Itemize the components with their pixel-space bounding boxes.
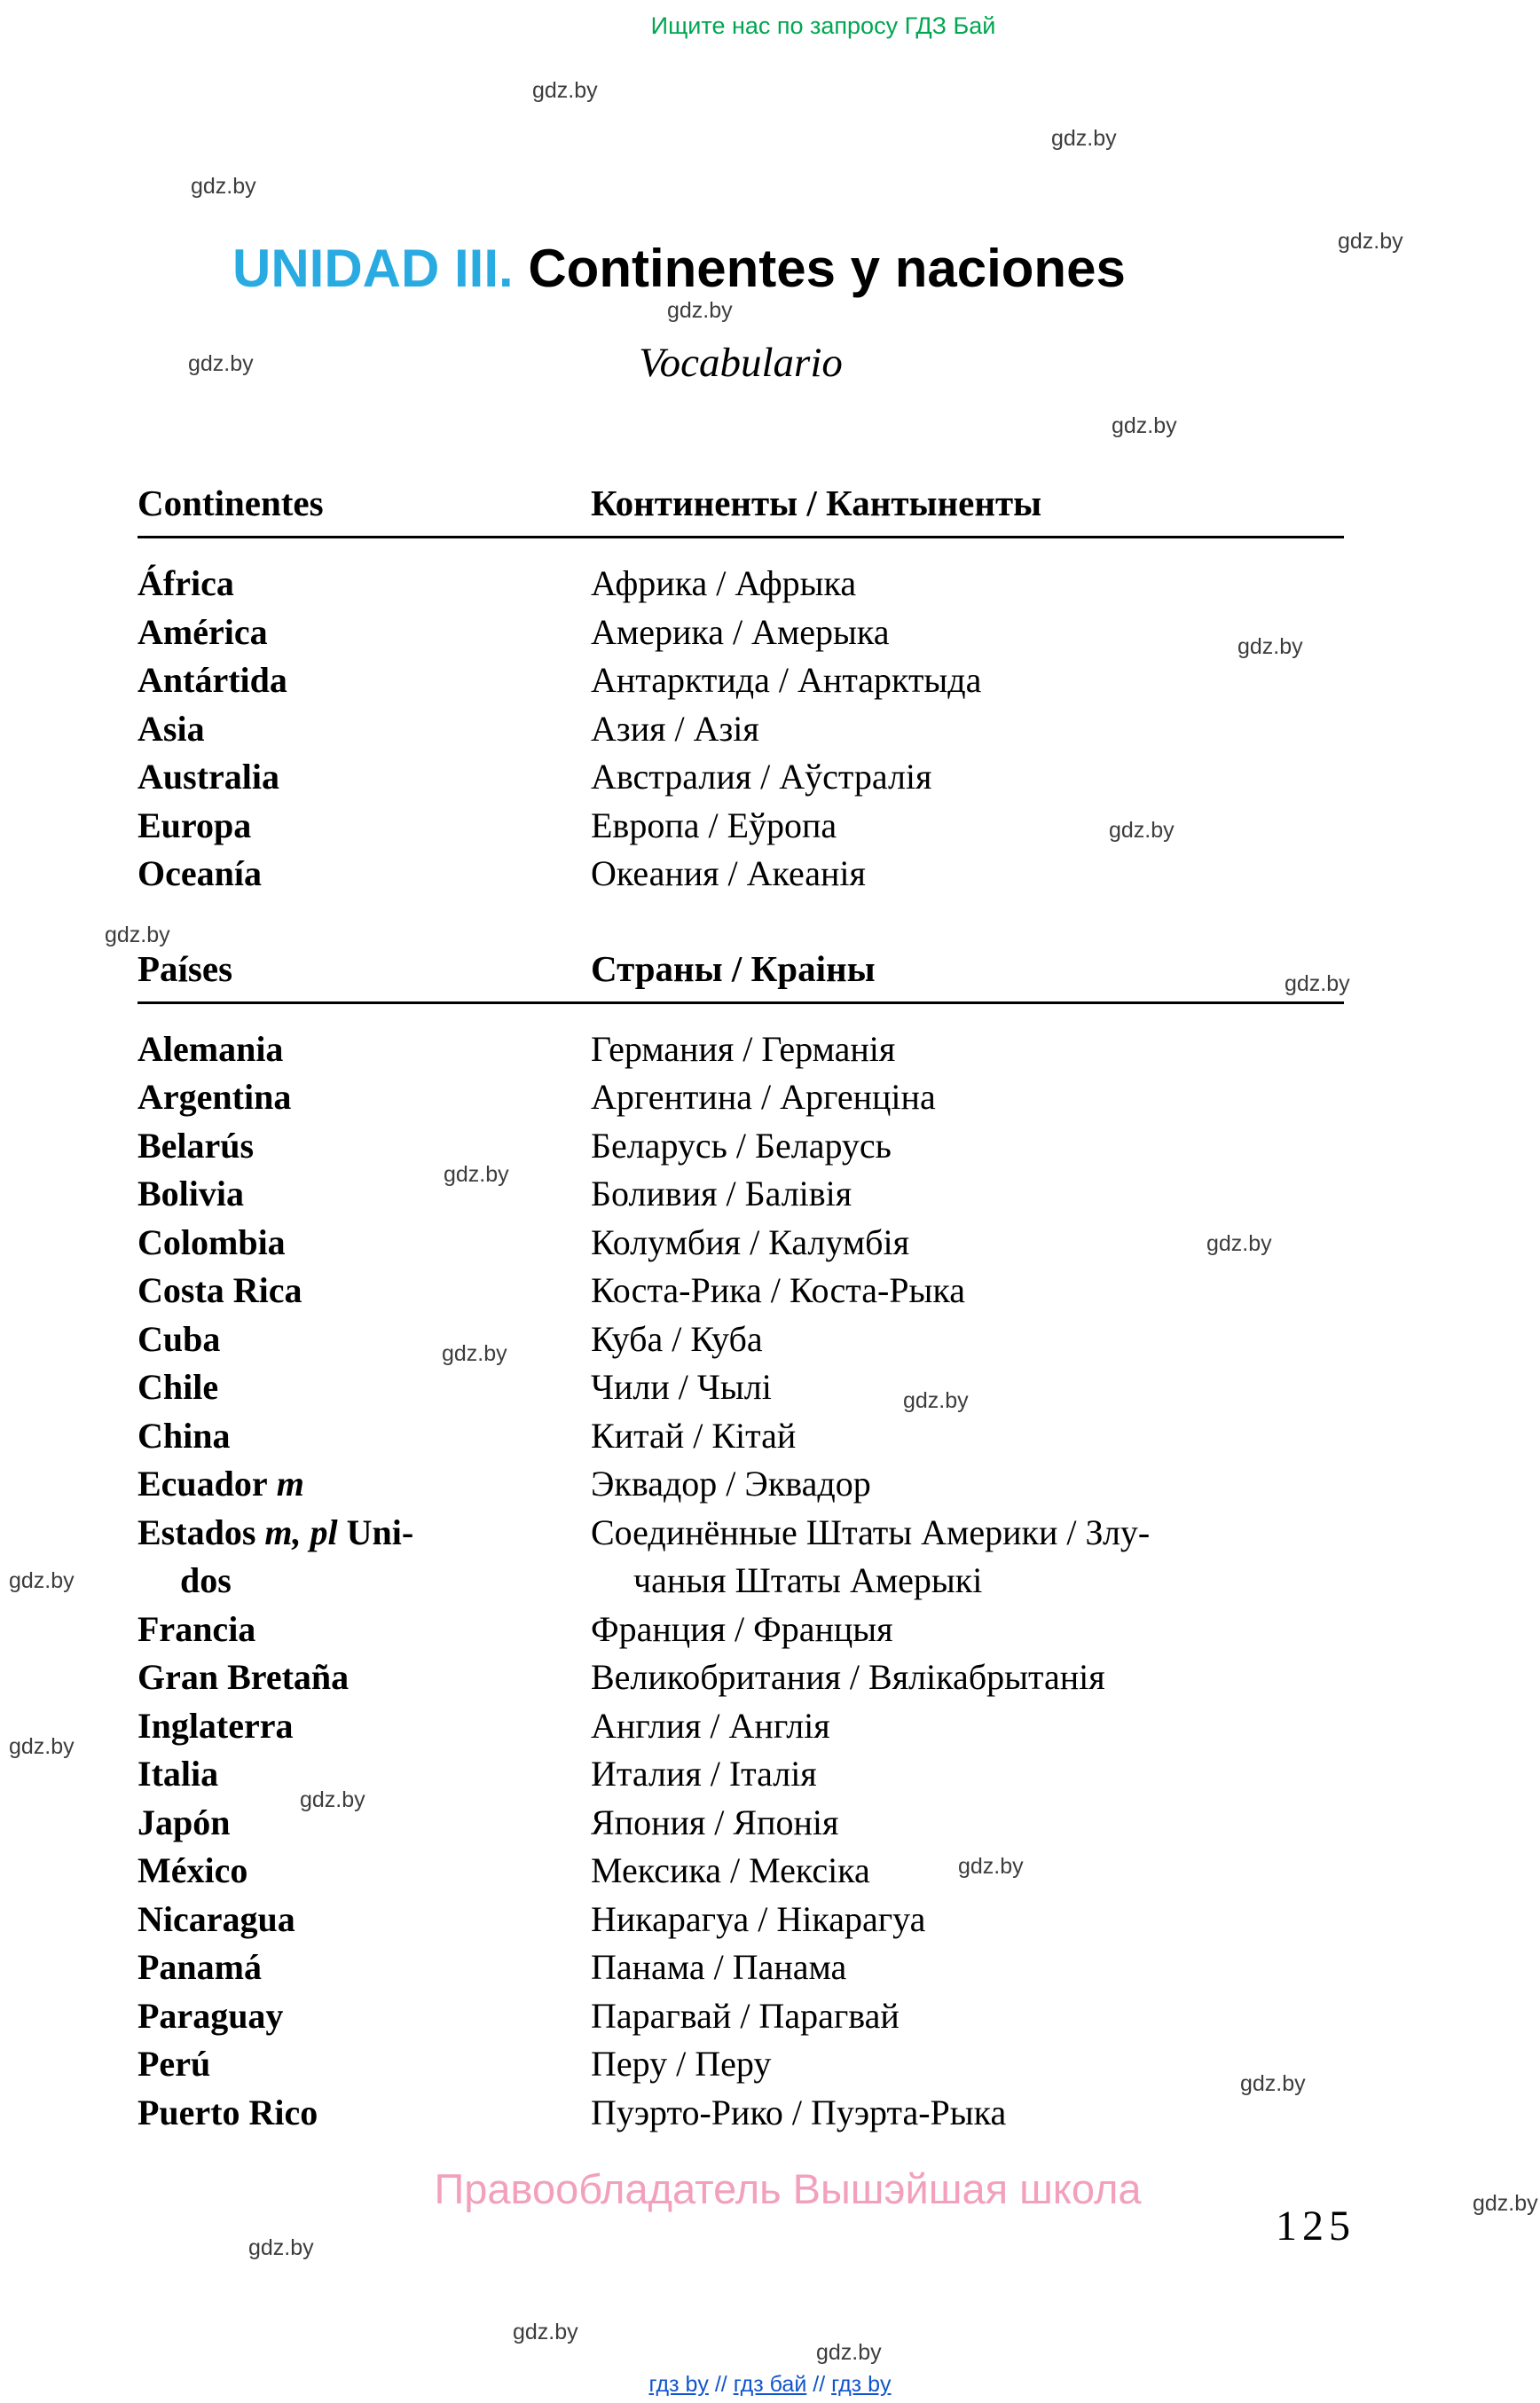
link-separator: // — [806, 2372, 832, 2397]
gdzby-watermark: gdz.by — [300, 1787, 365, 1812]
gdz-link[interactable]: гдз бай — [733, 2372, 807, 2397]
term-translation: Америка / Амерыка — [591, 611, 890, 652]
term-translation: Парагвай / Парагвай — [591, 1995, 900, 2036]
vocab-row — [138, 1073, 1344, 1122]
term-translation: Великобритания / Вялікабрытанія — [591, 1657, 1105, 1697]
header-rule — [138, 1001, 1344, 1004]
term-spanish: Gran Bretaña — [138, 1657, 350, 1697]
gdzby-watermark: gdz.by — [1285, 971, 1350, 996]
vocab-row — [138, 1992, 1344, 2041]
vocab-row — [138, 1702, 1344, 1751]
term-translation: Колумбия / Калумбія — [591, 1221, 910, 1262]
gdz-link[interactable]: гдз by — [831, 2372, 892, 2397]
gdzby-watermark: gdz.by — [188, 351, 254, 376]
gdz-link[interactable]: гдз by — [648, 2372, 709, 2397]
term-translation: Куба / Куба — [591, 1318, 763, 1359]
term-spanish: Inglaterra — [138, 1705, 294, 1746]
subtitle: Vocabulario — [639, 340, 843, 386]
term-translation: Антарктида / Антарктыда — [591, 660, 982, 700]
term-translation: Азия / Азія — [591, 708, 759, 749]
term-translation: Соединённые Штаты Америки / Злу- чаныя Штаты Амерыкі — [591, 1512, 1151, 1600]
vocab-section — [138, 479, 1344, 899]
term-spanish: Estados m, pl Uni- dos — [138, 1512, 414, 1600]
term-translation: Аргентина / Аргенціна — [591, 1077, 936, 1117]
term-translation: Никарагуа / Нікарагуа — [591, 1898, 926, 1939]
gdzby-watermark: gdz.by — [903, 1388, 969, 1413]
gdzby-watermark: gdz.by — [1051, 126, 1117, 151]
term-translation: Боливия / Балівія — [591, 1174, 852, 1213]
header-rule — [138, 536, 1344, 538]
vocab-row — [138, 1896, 1344, 1944]
gdzby-watermark: gdz.by — [442, 1341, 507, 1366]
term-spanish: Perú — [138, 2044, 211, 2084]
vocab-row — [138, 1460, 1344, 1509]
vocab-row — [138, 1509, 1344, 1606]
promo-banner: Ищите нас по запросу ГДЗ Бай — [650, 12, 996, 39]
vocab-rows — [138, 1025, 1344, 2138]
term-spanish: Asia — [138, 708, 205, 749]
vocab-section — [138, 945, 1344, 2138]
gdzby-watermark: gdz.by — [667, 298, 733, 323]
gdzby-watermark: gdz.by — [105, 923, 170, 947]
vocab-row — [138, 1267, 1344, 1315]
term-spanish: Oceanía — [138, 853, 262, 893]
unit-label: UNIDAD III. — [232, 239, 514, 298]
link-separator: // — [708, 2372, 734, 2397]
gdzby-watermark: gdz.by — [1238, 634, 1303, 659]
term-translation: Океания / Акеанія — [591, 853, 866, 893]
vocab-row — [138, 2040, 1344, 2089]
gdzby-watermark: gdz.by — [1206, 1231, 1272, 1256]
term-translation: Франция / Францыя — [591, 1608, 893, 1649]
term-translation: Пуэрто-Рико / Пуэрта-Рыка — [591, 2092, 1007, 2132]
term-spanish: Nicaragua — [138, 1898, 295, 1939]
term-translation: Италия / Італія — [591, 1754, 817, 1794]
vocab-row — [138, 1170, 1344, 1219]
term-translation: Европа / Еўропа — [591, 805, 837, 845]
gdzby-watermark: gdz.by — [444, 1162, 509, 1187]
column-header-spanish: Continentes — [138, 483, 324, 523]
term-spanish: Bolivia — [138, 1174, 245, 1213]
term-translation: Панама / Панама — [591, 1947, 847, 1987]
vocab-row — [138, 1315, 1344, 1364]
vocab-row — [138, 1750, 1344, 1799]
term-spanish: Antártida — [138, 660, 287, 700]
vocab-row — [138, 753, 1344, 802]
gdzby-watermark: gdz.by — [1112, 413, 1177, 438]
term-spanish: Panamá — [138, 1947, 262, 1987]
term-translation: Англия / Англія — [591, 1705, 830, 1746]
term-spanish: Ecuador m — [138, 1464, 304, 1504]
term-spanish: Belarús — [138, 1125, 255, 1166]
gdzby-watermark: gdz.by — [513, 2320, 578, 2344]
term-spanish: Cuba — [138, 1318, 221, 1359]
section-header-row — [138, 479, 1344, 527]
vocab-row — [138, 1219, 1344, 1268]
vocab-row — [138, 705, 1344, 754]
gdzby-watermark: gdz.by — [1473, 2191, 1538, 2216]
term-translation: Беларусь / Беларусь — [591, 1125, 892, 1166]
column-header-translation: Страны / Краіны — [591, 947, 876, 989]
term-spanish: Italia — [138, 1754, 219, 1794]
gdzby-watermark: gdz.by — [532, 78, 598, 103]
gdzby-watermark: gdz.by — [248, 2235, 314, 2260]
term-spanish: Argentina — [138, 1077, 292, 1117]
gdzby-watermark: gdz.by — [1240, 2071, 1306, 2096]
footer-links — [0, 2372, 1540, 2398]
column-header-spanish: Países — [138, 947, 233, 989]
vocab-row — [138, 1653, 1344, 1702]
term-spanish: Paraguay — [138, 1995, 284, 2036]
term-translation: Германия / Германія — [591, 1028, 896, 1069]
vocab-row — [138, 560, 1344, 609]
vocab-row — [138, 1606, 1344, 1654]
term-spanish: Costa Rica — [138, 1270, 302, 1310]
term-spanish: Alemania — [138, 1028, 284, 1069]
vocab-row — [138, 1799, 1344, 1848]
vocab-row — [138, 1847, 1344, 1896]
vocab-row — [138, 1412, 1344, 1461]
term-translation: Япония / Японія — [591, 1802, 839, 1842]
vocab-row — [138, 1944, 1344, 1992]
term-spanish: Puerto Rico — [138, 2092, 318, 2132]
term-translation: Эквадор / Эквадор — [591, 1464, 871, 1504]
term-translation: Австралия / Аўстралія — [591, 757, 932, 797]
vocab-row — [138, 2089, 1344, 2138]
gdzby-watermark: gdz.by — [1109, 818, 1175, 843]
vocab-row — [138, 1122, 1344, 1171]
vocab-row — [138, 1363, 1344, 1412]
gdzby-watermark: gdz.by — [1338, 229, 1403, 254]
vocab-row — [138, 802, 1344, 851]
vocab-row — [138, 1025, 1344, 1074]
term-spanish: América — [138, 611, 268, 652]
term-translation: Африка / Афрыка — [591, 563, 857, 603]
term-spanish: China — [138, 1415, 231, 1456]
term-spanish: Europa — [138, 805, 252, 845]
term-spanish: Chile — [138, 1367, 219, 1407]
term-spanish: Colombia — [138, 1221, 286, 1262]
column-header-translation: Континенты / Кантыненты — [591, 483, 1042, 523]
gdzby-watermark: gdz.by — [191, 174, 256, 199]
vocab-row — [138, 656, 1344, 705]
term-translation: Китай / Кітай — [591, 1415, 797, 1456]
gdzby-watermark: gdz.by — [9, 1568, 75, 1593]
term-spanish: Australia — [138, 757, 279, 797]
title-text: Continentes y naciones — [528, 239, 1126, 298]
term-spanish: Japón — [138, 1802, 231, 1842]
term-translation: Чили / Чылі — [591, 1367, 772, 1407]
gdzby-watermark: gdz.by — [816, 2340, 882, 2365]
vocabulary-table — [138, 479, 1344, 2137]
term-spanish: Francia — [138, 1608, 256, 1649]
section-header-row — [138, 945, 1344, 993]
vocab-row — [138, 850, 1344, 899]
gdzby-watermark: gdz.by — [958, 1854, 1024, 1879]
vocab-row — [138, 609, 1344, 657]
term-translation: Мексика / Мексіка — [591, 1850, 870, 1890]
page-title — [232, 238, 1126, 299]
copyright-text: Правообладатель Вышэйшая школа — [434, 2165, 1142, 2212]
term-spanish: México — [138, 1850, 248, 1890]
page-number: 125 — [1276, 2203, 1355, 2250]
term-translation: Коста-Рика / Коста-Рыка — [591, 1270, 966, 1310]
term-translation: Перу / Перу — [591, 2044, 772, 2084]
vocab-rows — [138, 560, 1344, 899]
term-spanish: África — [138, 563, 234, 603]
gdzby-watermark: gdz.by — [9, 1734, 75, 1759]
